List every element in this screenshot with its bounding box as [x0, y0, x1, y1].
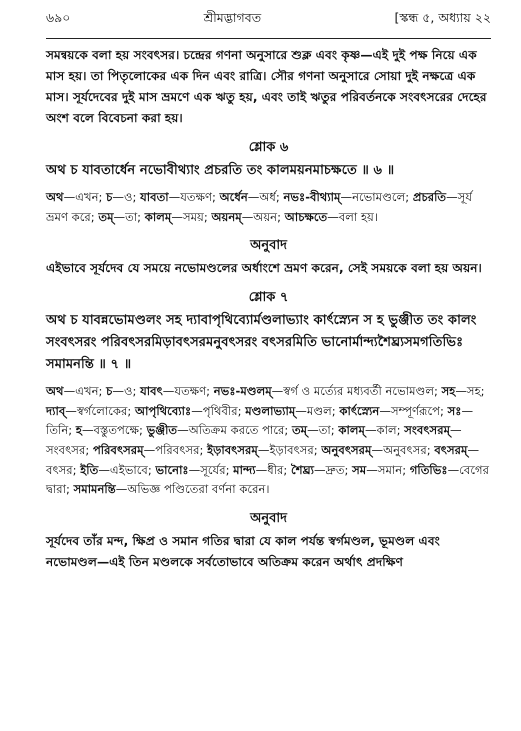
gloss-word: বৎসরম্: [434, 442, 468, 457]
gloss-word: শৈঘ্র্য: [291, 462, 315, 477]
gloss-word: অথ: [46, 190, 64, 204]
sloka-7-translation: সূর্যদেব তাঁর মন্দ, ক্ষিপ্র ও সমান গতির দ্বারা যে কাল পর্যন্ত স্বর্গমণ্ডল, ভূমণ্ডল এবং নভোমণ্ডল—এই তিন মণ্ডলকে সর্বতোভাবে অতিক্রম করেন অর্থাৎ প্রদক্ষিণ: [46, 533, 440, 569]
gloss-word: ভুঞ্জীত: [146, 423, 178, 438]
gloss-word: চ: [106, 384, 113, 399]
gloss-meaning: —সহ;: [455, 384, 485, 399]
gloss-meaning: —এইভাবে;: [98, 462, 156, 477]
gloss-meaning: —স্বর্গ ও মর্ত্যের মধ্যবর্তী নভোমণ্ডল;: [271, 384, 442, 399]
gloss-word: সম: [352, 462, 367, 477]
gloss-word: ইড়াবৎসরম্: [207, 442, 258, 457]
gloss-word: পরিবৎসরম্: [92, 442, 144, 457]
gloss-meaning: —ও;: [112, 190, 141, 204]
gloss-meaning: —বৎসর;: [46, 442, 480, 477]
gloss-meaning: —মণ্ডল;: [295, 403, 340, 418]
gloss-word: আচক্ষতে: [284, 209, 328, 224]
gloss-meaning: —যতক্ষণ;: [168, 190, 220, 204]
page-number: ৬৯০: [46, 10, 71, 25]
gloss-meaning: —ইড়াবৎসর;: [257, 442, 322, 457]
gloss-meaning: —নভোমণ্ডলে;: [340, 190, 413, 204]
intro-paragraph: সমন্বয়কে বলা হয় সংবৎসর। চন্দ্রের গণনা অনুসারে শুক্ল এবং কৃষ্ণ—এই দুই পক্ষ নিয়ে এক মাস হয়। তা পিতৃলোকের এক দিন এবং রাত্রি। সৌর গণনা অনুসারে সোয়া দুই নক্ষত্রে এক মাস। সূর্যদেবের দুই মাস ভ্রমণে এক ঋতু হয়, এবং তাই ঋতুর পরিবর্তনকে সংবৎসরের দেহের অংশ বলে বিবেচনা করা হয়।: [46, 48, 487, 125]
sloka-7-word-meanings: [46, 382, 491, 500]
gloss-meaning: —সূর্য ভ্রমণ করে;: [46, 190, 473, 224]
gloss-word: ভানোঃ: [155, 462, 189, 477]
book-title: শ্রীমদ্ভাগবত: [203, 10, 262, 25]
gloss-word: কালম্: [338, 423, 365, 438]
gloss-word: কার্ৎস্ন্যেন: [339, 403, 380, 418]
gloss-word: সহ: [441, 384, 456, 399]
gloss-word: কালম্: [144, 209, 172, 224]
gloss-word: সঃ: [447, 403, 462, 418]
gloss-word: মণ্ডলাভ্যাম্: [245, 403, 296, 418]
sloka-7-translation-heading: অনুবাদ: [250, 510, 287, 526]
gloss-word: গতিভিঃ: [409, 462, 448, 477]
gloss-meaning: —তিনি;: [46, 403, 474, 438]
gloss-word: আপৃথিব্যোঃ: [134, 403, 192, 418]
gloss-word: চ: [106, 190, 113, 204]
gloss-word: সংবৎসরম্: [404, 423, 451, 438]
gloss-meaning: —এখন;: [63, 384, 107, 399]
sloka-6-translation: এইভাবে সূর্যদেব যে সময়ে নভোমণ্ডলের অর্ধাংশে ভ্রমণ করেন, সেই সময়কে বলা হয় অয়ন।: [46, 261, 482, 276]
gloss-meaning: —বস্তুতপক্ষে;: [81, 423, 147, 438]
gloss-meaning: —বলা হয়।: [327, 209, 379, 224]
sloka-7-text: অথ চ যাবন্নভোমণ্ডলং সহ দ্যাবাপৃথিব্যোর্মণ্ডলাভ্যাং কার্ৎস্ন্যেন স হ ভুঞ্জীত তং কালং সংবৎসরং পরিবৎসরমিড়াবৎসরমনুবৎসরং বৎসরমিতি ভানোর্মান্দ্যশৈঘ্র্যসমগতিভিঃ সমামনন্তি ॥ ৭ ॥: [46, 313, 477, 373]
gloss-word: নভঃ-বীথ্যাম্: [283, 190, 341, 204]
gloss-word: অয়নম্: [211, 209, 242, 224]
gloss-word: তম্: [291, 423, 308, 438]
gloss-word: যাবৎ: [140, 384, 163, 399]
gloss-word: হ: [75, 423, 82, 438]
gloss-word: যাবতা: [140, 190, 169, 204]
gloss-meaning: —অভিজ্ঞ পণ্ডিতেরা বর্ণনা করেন।: [115, 482, 270, 497]
gloss-word: তম্: [98, 209, 114, 224]
gloss-word: অথ: [46, 384, 64, 399]
gloss-meaning: —ধীর;: [255, 462, 292, 477]
gloss-meaning: —কাল;: [364, 423, 405, 438]
sloka-6-heading: শ্লোক ৬: [248, 140, 289, 155]
gloss-meaning: —সূর্যের;: [188, 462, 234, 477]
gloss-word: সমামনন্তি: [73, 482, 116, 497]
gloss-meaning: —ও;: [112, 384, 141, 399]
gloss-word: মান্দ্য: [233, 462, 256, 477]
gloss-meaning: —অনুবৎসর;: [371, 442, 435, 457]
gloss-meaning: —বেগের দ্বারা;: [46, 462, 489, 497]
sloka-6-translation-heading: অনুবাদ: [250, 238, 287, 254]
gloss-meaning: —পৃথিবীর;: [191, 403, 246, 418]
gloss-meaning: —সমান;: [366, 462, 410, 477]
gloss-meaning: —সময়;: [171, 209, 212, 224]
page-header: [46, 10, 491, 32]
gloss-word: দ্যাব্: [46, 403, 66, 418]
gloss-meaning: —যতক্ষণ;: [162, 384, 214, 399]
gloss-meaning: —সম্পূর্ণরূপে;: [379, 403, 448, 418]
sloka-6-word-meanings: [46, 188, 491, 227]
sloka-7-heading: শ্লোক ৭: [248, 290, 289, 306]
gloss-word: নভঃ-মণ্ডলম্: [213, 384, 272, 399]
gloss-meaning: —অর্ধ;: [247, 190, 284, 204]
header-rule: [46, 38, 491, 39]
gloss-meaning: —অয়ন;: [241, 209, 285, 224]
gloss-meaning: —দ্রুত;: [314, 462, 353, 477]
gloss-meaning: —অতিক্রম করতে পারে;: [177, 423, 292, 438]
gloss-meaning: —তা;: [113, 209, 145, 224]
gloss-meaning: —স্বর্গলোকের;: [65, 403, 135, 418]
gloss-meaning: —এখন;: [63, 190, 107, 204]
gloss-word: প্রচরতি: [412, 190, 447, 204]
gloss-word: ইতি: [80, 462, 99, 477]
sloka-6-text: অথ চ যাবতার্ধেন নভোবীথ্যাং প্রচরতি তং কালময়নমাচক্ষতে ॥ ৬ ॥: [46, 163, 395, 178]
gloss-meaning: —পরিবৎসর;: [143, 442, 208, 457]
gloss-word: অনুবৎসরম্: [321, 442, 372, 457]
gloss-word: অর্ধেন: [219, 190, 248, 204]
gloss-meaning: —সংবৎসর;: [46, 423, 462, 457]
gloss-meaning: —তা;: [307, 423, 339, 438]
chapter-location: [স্কন্ধ ৫, অধ্যায় ২২: [394, 10, 491, 25]
